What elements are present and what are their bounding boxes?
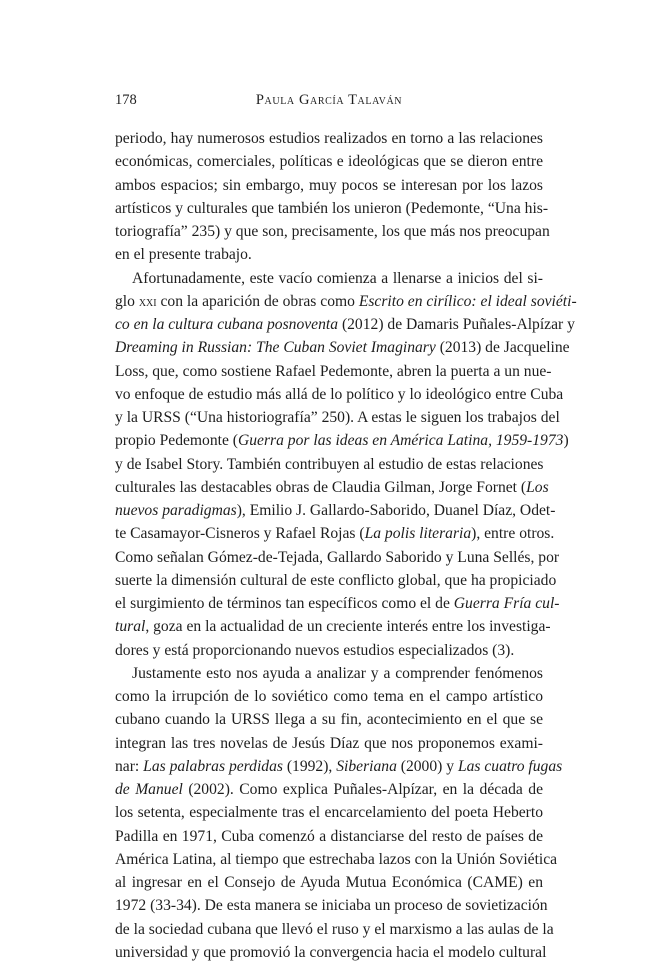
text-line	[115, 801, 543, 824]
text-line	[115, 313, 575, 336]
text-segment: América Latina, al tiempo que estrechaba lazos con la Unión Soviética	[115, 850, 558, 868]
text-segment: , goza en la actualidad de un creciente interés entre los investiga-	[145, 618, 551, 636]
italic-text-segment: Siberiana	[336, 757, 397, 775]
text-line	[115, 825, 543, 848]
text-segment: cubano cuando la URSS llega a su fin, acontecimiento en el que se	[115, 711, 543, 729]
italic-text-segment: Guerra por las ideas en América Latina, 1959-1973	[238, 432, 564, 450]
text-line	[115, 685, 543, 708]
text-segment: ), entre otros.	[471, 525, 555, 543]
text-line	[115, 174, 543, 197]
text-segment: y de Isabel Story. También contribuyen al estudio de estas relaciones	[115, 455, 544, 473]
italic-text-segment: tural	[115, 618, 146, 636]
text-segment: te Casamayor-Cisneros y Rafael Rojas (	[115, 525, 365, 543]
text-line	[115, 778, 543, 801]
text-line	[115, 755, 563, 778]
text-segment: propio Pedemonte (	[115, 432, 238, 450]
text-segment: el surgimiento de términos tan específicos como el de	[115, 595, 454, 612]
text-segment: integran las tres novelas de Jesús Díaz que nos proponemos exami-	[115, 734, 543, 752]
text-segment: con la aparición de obras como	[156, 292, 359, 310]
text-line	[115, 267, 543, 290]
text-line	[115, 243, 543, 266]
text-segment: periodo, hay numerosos estudios realizados en torno a las relaciones	[115, 130, 543, 147]
text-segment: (2013) de Jacqueline	[435, 339, 570, 357]
text-line	[115, 546, 560, 569]
text-line	[115, 708, 543, 731]
text-segment: xxi	[138, 293, 157, 310]
text-segment: universidad y que promovió la convergencia hacia el modelo cultural	[115, 943, 547, 961]
italic-text-segment: nuevos paradigmas	[115, 502, 237, 519]
text-segment: al ingresar en el Consejo de Ayuda Mutua Económica (CAME) en	[115, 874, 543, 891]
text-segment: )	[563, 432, 569, 450]
text-line	[115, 662, 543, 685]
text-line	[115, 639, 543, 662]
text-segment: (2002). Como explica Puñales-Alpízar, en la década de	[182, 781, 543, 798]
italic-text-segment: Escrito en cirílico: el ideal soviéti-	[358, 292, 577, 310]
text-line	[115, 615, 551, 638]
text-line	[115, 476, 549, 499]
text-line	[115, 383, 564, 406]
text-line	[115, 360, 552, 383]
text-line	[115, 406, 560, 429]
text-segment: ), Emilio J. Gallardo-Saborido, Duanel Díaz, Odet-	[236, 502, 556, 519]
text-segment: Justamente esto nos ayuda a analizar y a comprender fenómenos	[132, 664, 543, 682]
text-segment: 1972 (33-34). De esta manera se iniciaba un proceso de sovietización	[115, 897, 548, 915]
text-line	[115, 592, 560, 615]
text-line	[115, 150, 543, 173]
text-segment: vo enfoque de estudio más allá de lo político y lo ideológico entre Cuba	[115, 385, 564, 403]
italic-text-segment: Dreaming in Russian: The Cuban Soviet Imaginary	[115, 339, 436, 357]
text-line	[115, 732, 543, 755]
text-line	[115, 871, 543, 894]
italic-text-segment: Las cuatro fugas	[457, 757, 563, 775]
running-head-author: Paula García Talaván	[255, 92, 403, 108]
text-segment: Loss, que, como sostiene Rafael Pedemonte, abren la puerta a un nue-	[115, 362, 552, 380]
text-segment: Afortunadamente, este vacío comienza a llenarse a inicios del si-	[132, 269, 543, 287]
text-line	[115, 197, 549, 220]
page-number: 178	[115, 92, 137, 108]
body-text	[115, 127, 577, 964]
text-segment: como la irrupción de lo soviético como tema en el campo artístico	[115, 688, 543, 705]
text-line	[115, 522, 555, 545]
text-line	[115, 453, 543, 476]
text-segment: de la sociedad cubana que llevó el ruso y el marxismo a las aulas de la	[115, 920, 554, 938]
text-segment: (2012) de Damaris Puñales-Alpízar y	[338, 316, 575, 333]
text-line	[115, 336, 570, 359]
text-segment: (1992),	[282, 757, 337, 775]
text-segment: toriografía” 235) y que son, precisamente, los que más nos preocupan	[115, 223, 550, 240]
italic-text-segment: Guerra Fría cul-	[453, 595, 560, 612]
text-segment: los setenta, especialmente tras el encarcelamiento del poeta Heberto	[115, 804, 543, 822]
text-line	[115, 290, 577, 313]
text-line	[115, 918, 554, 941]
italic-text-segment: Los	[526, 478, 549, 496]
text-line	[115, 569, 557, 592]
text-line	[115, 894, 548, 917]
text-line	[115, 941, 547, 964]
text-line	[115, 848, 558, 871]
text-segment: suerte la dimensión cultural de este conflicto global, que ha propiciado	[115, 571, 557, 589]
text-line	[115, 220, 550, 243]
text-segment: artísticos y culturales que también los unieron (Pedemonte, “Una his-	[115, 199, 549, 217]
text-segment: Como señalan Gómez-de-Tejada, Gallardo Saborido y Luna Sellés, por	[115, 548, 560, 566]
italic-text-segment: La polis literaria	[364, 525, 472, 543]
text-segment: en el presente trabajo.	[115, 246, 252, 264]
text-segment: nar:	[115, 757, 144, 775]
text-segment: y la URSS (“Una historiografía” 250). A estas le siguen los trabajos del	[115, 409, 560, 426]
text-line	[115, 127, 543, 150]
text-segment: culturales las destacables obras de Claudia Gilman, Jorge Fornet (	[115, 478, 527, 496]
text-line	[115, 499, 556, 522]
text-segment: Padilla en 1971, Cuba comenzó a distanciarse del resto de países de	[115, 827, 543, 845]
running-head	[115, 92, 543, 112]
text-segment: ambos espacios; sin embargo, muy pocos se interesan por los lazos	[115, 176, 543, 194]
text-segment: (2000) y	[396, 757, 458, 775]
italic-text-segment: de Manuel	[115, 781, 183, 798]
italic-text-segment: co en la cultura cubana posnoventa	[115, 316, 339, 333]
text-segment: glo	[115, 292, 139, 310]
text-segment: dores y está proporcionando nuevos estudios especializados (3).	[115, 641, 515, 659]
italic-text-segment: Las palabras perdidas	[143, 757, 283, 775]
text-segment: económicas, comerciales, políticas e ideológicas que se dieron entre	[115, 153, 543, 171]
text-line	[115, 429, 569, 452]
